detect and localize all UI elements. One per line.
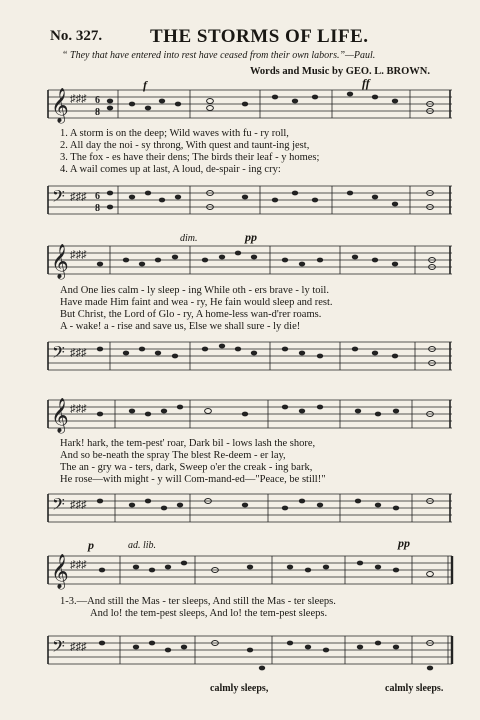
hymn-number: No. 327. (50, 28, 103, 44)
lyric-line: 4. A wail comes up at last, A loud, de-spair - ing cry: (60, 164, 281, 175)
svg-text:𝄢: 𝄢 (52, 638, 65, 660)
svg-text:8: 8 (95, 107, 100, 118)
lyric-line: Have made Him faint and wea - ry, He fain would sleep and rest. (60, 297, 333, 308)
svg-text:𝄞: 𝄞 (51, 89, 69, 122)
dynamic-forte: f (143, 78, 147, 92)
treble-staff-2 (40, 238, 458, 282)
svg-text:6: 6 (95, 95, 100, 106)
bass-note-left: calmly sleeps, (210, 683, 269, 694)
lyric-line: And so be-neath the spray The blest Re-deem - er lay, (60, 450, 286, 461)
svg-text:♯♯♯: ♯♯♯ (70, 347, 87, 359)
lyric-line: A - wake! a - rise and save us, Else we shall sure - ly die! (60, 321, 301, 332)
hymn-epigraph: “ They that have entered into rest have ceased from their own labors.”—Paul. (62, 50, 376, 61)
svg-text:♯♯♯: ♯♯♯ (70, 403, 87, 415)
lyric-line: Hark! hark, the tem-pest' roar, Dark bil - lows lash the shore, (60, 438, 316, 449)
svg-text:8: 8 (95, 203, 100, 214)
hymn-header (50, 26, 450, 50)
dynamic-pianissimo-2: pp (398, 536, 410, 550)
lyric-line: 3. The fox - es have their dens; The birds their leaf - y homes; (60, 152, 320, 163)
bass-note-right: calmly sleeps. (385, 683, 444, 694)
svg-text:𝄞: 𝄞 (51, 245, 69, 278)
treble-staff-1 (40, 82, 458, 126)
dynamic-pianissimo-1: pp (245, 230, 257, 244)
dynamic-diminuendo: dim. (180, 233, 198, 244)
hymn-title: THE STORMS OF LIFE. (150, 26, 369, 47)
lyric-line: The an - gry wa - ters, dark, Sweep o'er the creak - ing bark, (60, 462, 313, 473)
treble-staff-4 (40, 548, 458, 592)
bass-staff-1 (40, 178, 458, 222)
bass-staff-3 (40, 486, 458, 530)
svg-text:6: 6 (95, 191, 100, 202)
svg-text:♯♯♯: ♯♯♯ (70, 499, 87, 511)
lyrics-block-2 (60, 285, 455, 333)
svg-text:♯♯♯: ♯♯♯ (70, 191, 87, 203)
lyric-line: And One lies calm - ly sleep - ing While oth - ers brave - ly toil. (60, 285, 329, 296)
dynamic-fortissimo: ff (362, 76, 370, 90)
svg-text:♯♯♯: ♯♯♯ (70, 641, 87, 653)
dynamic-piano: p (88, 538, 94, 552)
svg-text:𝄢: 𝄢 (52, 496, 65, 518)
lyric-line: But Christ, the Lord of Glo - ry, A home-less wan-d'rer roams. (60, 309, 322, 320)
svg-text:𝄞: 𝄞 (51, 399, 69, 432)
treble-staff-3 (40, 392, 458, 436)
svg-text:♯♯♯: ♯♯♯ (70, 249, 87, 261)
svg-text:♯♯♯: ♯♯♯ (70, 559, 87, 571)
lyrics-block-1 (60, 128, 455, 176)
lyric-line: And lo! the tem-pest sleeps, And lo! the tem-pest sleeps. (90, 608, 328, 619)
hymn-credit: Words and Music by GEO. L. BROWN. (250, 66, 430, 77)
svg-text:𝄢: 𝄢 (52, 188, 65, 210)
bass-staff-2 (40, 334, 458, 378)
svg-text:𝄞: 𝄞 (51, 555, 69, 588)
svg-text:♯♯♯: ♯♯♯ (70, 93, 87, 105)
lyric-line: He rose—with might - y will Com-mand-ed—"Peace, be still!" (60, 474, 326, 485)
dynamic-ad-lib: ad. lib. (128, 540, 157, 551)
lyric-line: 1-3.—And still the Mas - ter sleeps, And still the Mas - ter sleeps. (60, 596, 336, 607)
lyric-line: 2. All day the noi - sy throng, With quest and taunt-ing jest, (60, 140, 310, 151)
svg-text:𝄢: 𝄢 (52, 344, 65, 366)
lyrics-block-4 (60, 596, 455, 620)
lyric-line: 1. A storm is on the deep; Wild waves with fu - ry roll, (60, 128, 289, 139)
bass-staff-4 (40, 628, 458, 678)
lyrics-block-3 (60, 438, 455, 486)
